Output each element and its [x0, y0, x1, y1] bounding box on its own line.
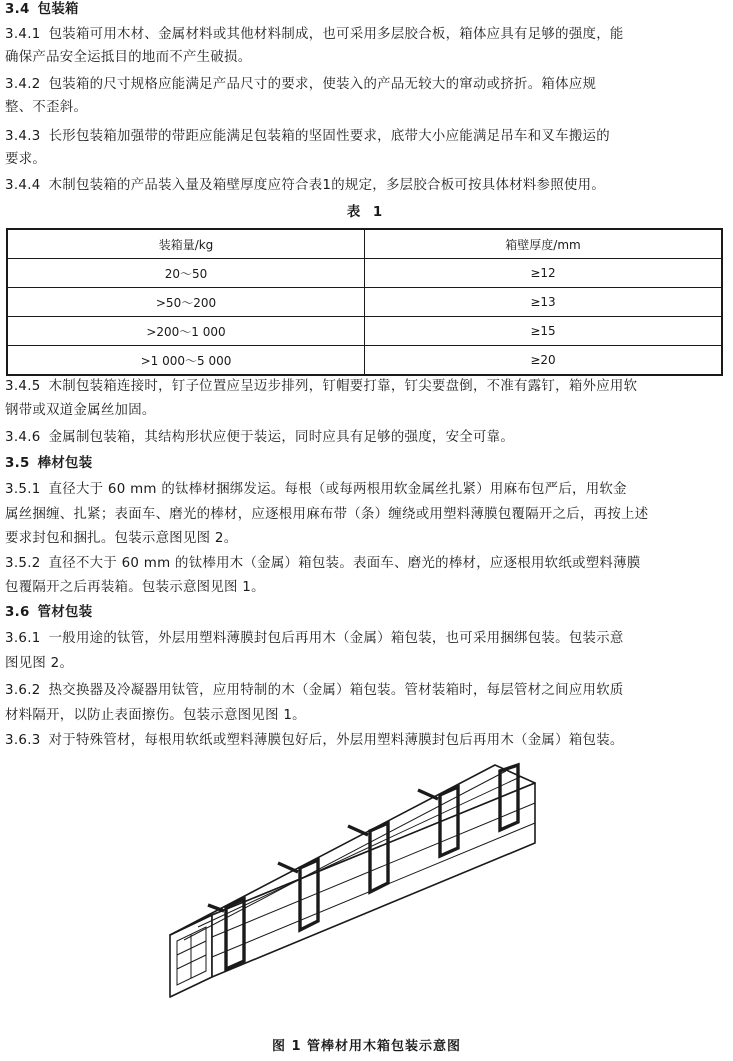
paragraph-3-6-2-line-2: 材料隔开，以防止表面擦伤。包装示意图见图 1。 [5, 708, 306, 723]
table-row [7, 317, 722, 346]
table-cell: >50～200 [7, 288, 365, 317]
table-row [7, 288, 722, 317]
paragraph-3-5-1-line-2: 属丝捆缠、扎紧；表面车、磨光的棒材，应逐根用麻布带（条）缠绕或用塑料薄膜包覆隔开之后，再按上述 [5, 507, 649, 522]
table-row [7, 259, 722, 288]
table-caption: 表 1 [346, 205, 387, 220]
paragraph-3-4-1-line-2: 确保产品安全运抵目的地而不产生破损。 [5, 50, 252, 65]
box-side-face [212, 783, 535, 977]
paragraph-3-4-6: 3.4.6 金属制包装箱，其结构形状应便于装运，同时应具有足够的强度，安全可靠。 [5, 430, 515, 445]
table-cell: ≥13 [365, 288, 723, 317]
figure-caption: 图 1 管棒材用木箱包装示意图 [271, 1039, 462, 1054]
paragraph-3-4-2-line-1: 3.4.2 包装箱的尺寸规格应能满足产品尺寸的要求，使装入的产品无较大的窜动或挤折。箱体应规 [5, 77, 597, 92]
table-1 [6, 228, 723, 376]
table-cell: 20～50 [7, 259, 365, 288]
paragraph-3-5-2-line-2: 包覆隔开之后再装箱。包装示意图见图 1。 [5, 580, 265, 595]
section-heading-3-5: 3.5 棒材包装 [5, 456, 93, 471]
table-cell: >200～1 000 [7, 317, 365, 346]
section-heading-3-4: 3.4 包装箱 [5, 2, 79, 17]
paragraph-3-5-1-line-3: 要求封包和捆扎。包装示意图见图 2。 [5, 531, 238, 546]
paragraph-3-4-3-line-1: 3.4.3 长形包装箱加强带的带距应能满足包装箱的坚固性要求，底带大小应能满足吊车和叉车搬运的 [5, 129, 610, 144]
table-cell: >1 000～5 000 [7, 346, 365, 376]
table-header-row [7, 229, 722, 259]
table-header-cell: 装箱量/kg [7, 229, 365, 259]
paragraph-3-4-1-line-1: 3.4.1 包装箱可用木材、金属材料或其他材料制成，也可采用多层胶合板，箱体应具有足够的强度，能 [5, 27, 624, 42]
table-header-cell: 箱壁厚度/mm [365, 229, 723, 259]
table-cell: ≥20 [365, 346, 723, 376]
paragraph-3-4-5-line-2: 钢带或双道金属丝加固。 [5, 403, 156, 418]
table-cell: ≥12 [365, 259, 723, 288]
paragraph-3-6-2-line-1: 3.6.2 热交换器及冷凝器用钛管，应用特制的木（金属）箱包装。管材装箱时，每层管材之间应用软质 [5, 683, 624, 698]
paragraph-3-5-2-line-1: 3.5.2 直径不大于 60 mm 的钛棒用木（金属）箱包装。表面车、磨光的棒材，应逐根用软纸或塑料薄膜 [5, 556, 641, 571]
table-row [7, 346, 722, 376]
wooden-box-illustration [150, 755, 590, 1015]
paragraph-3-4-5-line-1: 3.4.5 木制包装箱连接时，钉子位置应呈迈步排列，钉帽要打靠，钉尖要盘倒，不准有露钉，箱外应用软 [5, 379, 638, 394]
paragraph-3-4-3-line-2: 要求。 [5, 152, 47, 167]
paragraph-3-6-1-line-1: 3.6.1 一般用途的钛管，外层用塑料薄膜封包后再用木（金属）箱包装，也可采用捆绑包装。包装示意 [5, 631, 624, 646]
table-cell: ≥15 [365, 317, 723, 346]
paragraph-3-4-4: 3.4.4 木制包装箱的产品装入量及箱壁厚度应符合表1的规定，多层胶合板可按具体材料参照使用。 [5, 178, 606, 193]
paragraph-3-4-2-line-2: 整、不歪斜。 [5, 100, 88, 115]
paragraph-3-6-1-line-2: 图见图 2。 [5, 656, 74, 671]
paragraph-3-6-3: 3.6.3 对于特殊管材，每根用软纸或塑料薄膜包好后，外层用塑料薄膜封包后再用木（金属）箱包装。 [5, 733, 624, 748]
paragraph-3-5-1-line-1: 3.5.1 直径大于 60 mm 的钛棒材捆绑发运。每根（或每两根用软金属丝扎紧）用麻布包严后，用软金 [5, 482, 627, 497]
section-heading-3-6: 3.6 管材包装 [5, 605, 93, 620]
